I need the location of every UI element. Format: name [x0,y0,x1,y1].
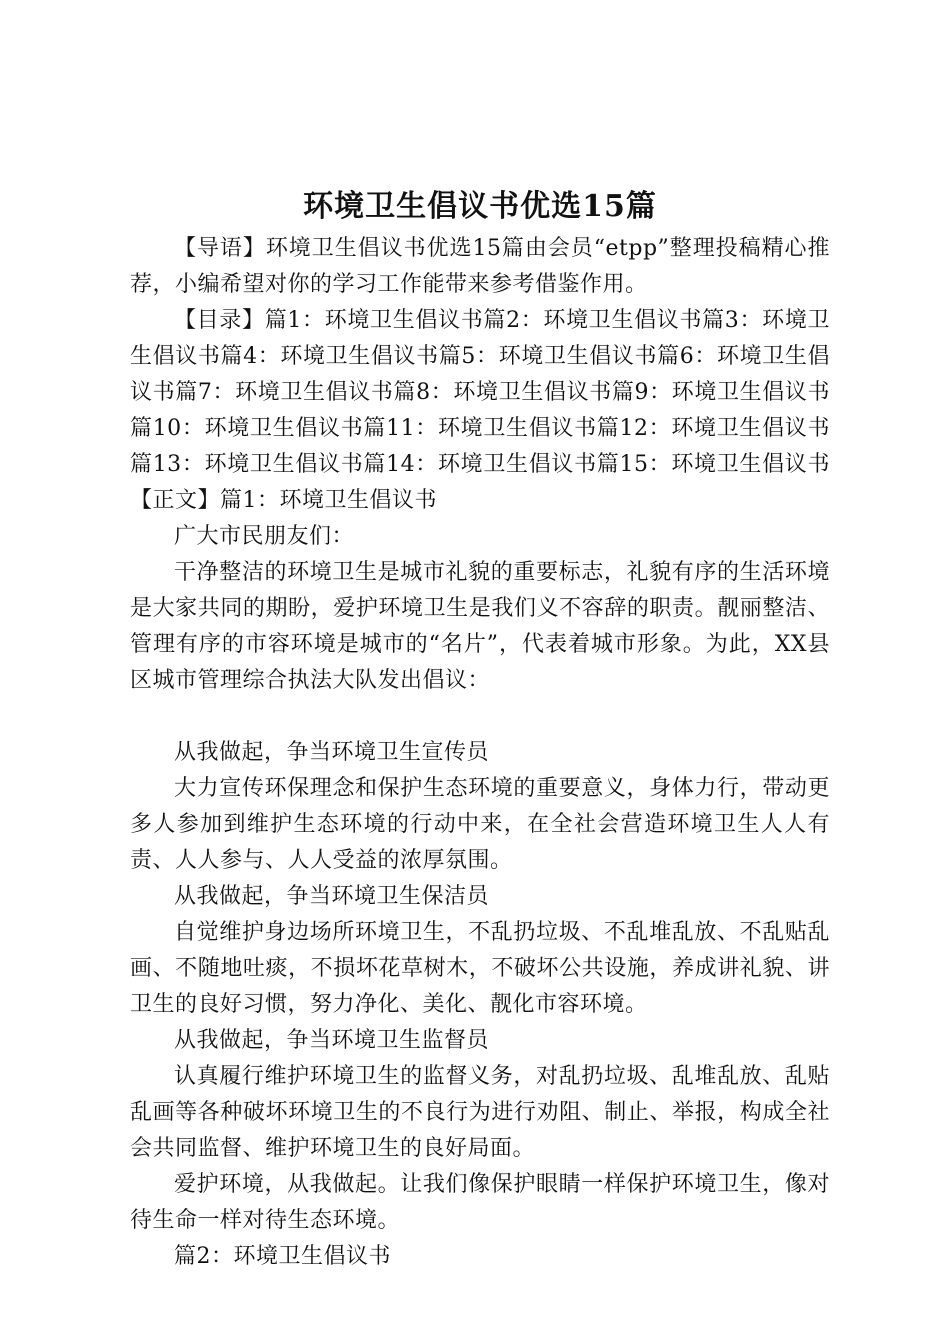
body-paragraph: 自觉维护身边场所环境卫生，不乱扔垃圾、不乱堆乱放、不乱贴乱画、不随地吐痰，不损坏花草树木，不破坏公共设施，养成讲礼貌、讲卫生的良好习惯，努力净化、美化、靓化市容环境。 [130,920,830,1017]
body-paragraph: 大力宣传环保理念和保护生态环境的重要意义，身体力行，带动更多人参加到维护生态环境的行动中来，在全社会营造环境卫生人人有责、人人参与、人人受益的浓厚氛围。 [130,776,830,873]
section-heading: 从我做起，争当环境卫生保洁员 [174,884,490,909]
closing-paragraph: 爱护环境，从我做起。让我们像保护眼睛一样保护环境卫生，像对待生命一样对待生态环境。 [130,1172,830,1233]
section-heading: 从我做起，争当环境卫生宣传员 [174,740,490,765]
body-paragraph: 干净整洁的环境卫生是城市礼貌的重要标志，礼貌有序的生活环境是大家共同的期盼，爱护环境卫生是我们义不容辞的职责。靓丽整洁、管理有序的市容环境是城市的“名片”，代表着城市形象。为此，XX县区城市管理综合执法大队发出倡议： [130,560,830,693]
body-paragraph: 认真履行维护环境卫生的监督义务，对乱扔垃圾、乱堆乱放、乱贴乱画等各种破坏环境卫生的不良行为进行劝阻、制止、举报，构成全社会共同监督、维护环境卫生的良好局面。 [130,1064,830,1161]
document-body [130,185,830,1275]
table-of-contents-paragraph: 【目录】篇1：环境卫生倡议书篇2：环境卫生倡议书篇3：环境卫生倡议书篇4：环境卫生倡议书篇5：环境卫生倡议书篇6：环境卫生倡议书篇7：环境卫生倡议书篇8：环境卫生倡议书篇9：环境卫生倡议书篇10：环境卫生倡议书篇11：环境卫生倡议书篇12：环境卫生倡议书篇13：环境卫生倡议书篇14：环境卫生倡议书篇15：环境卫生倡议书【正文】篇1：环境卫生倡议书 [130,308,830,513]
next-article-heading: 篇2：环境卫生倡议书 [174,1244,391,1269]
blank-line [130,699,830,735]
document-title: 环境卫生倡议书优选15篇 [303,189,657,224]
section-heading: 从我做起，争当环境卫生监督员 [174,1028,490,1053]
salutation: 广大市民朋友们： [174,524,355,549]
intro-paragraph: 【导语】环境卫生倡议书优选15篇由会员“etpp”整理投稿精心推荐，小编希望对你的学习工作能带来参考借鉴作用。 [130,236,830,297]
